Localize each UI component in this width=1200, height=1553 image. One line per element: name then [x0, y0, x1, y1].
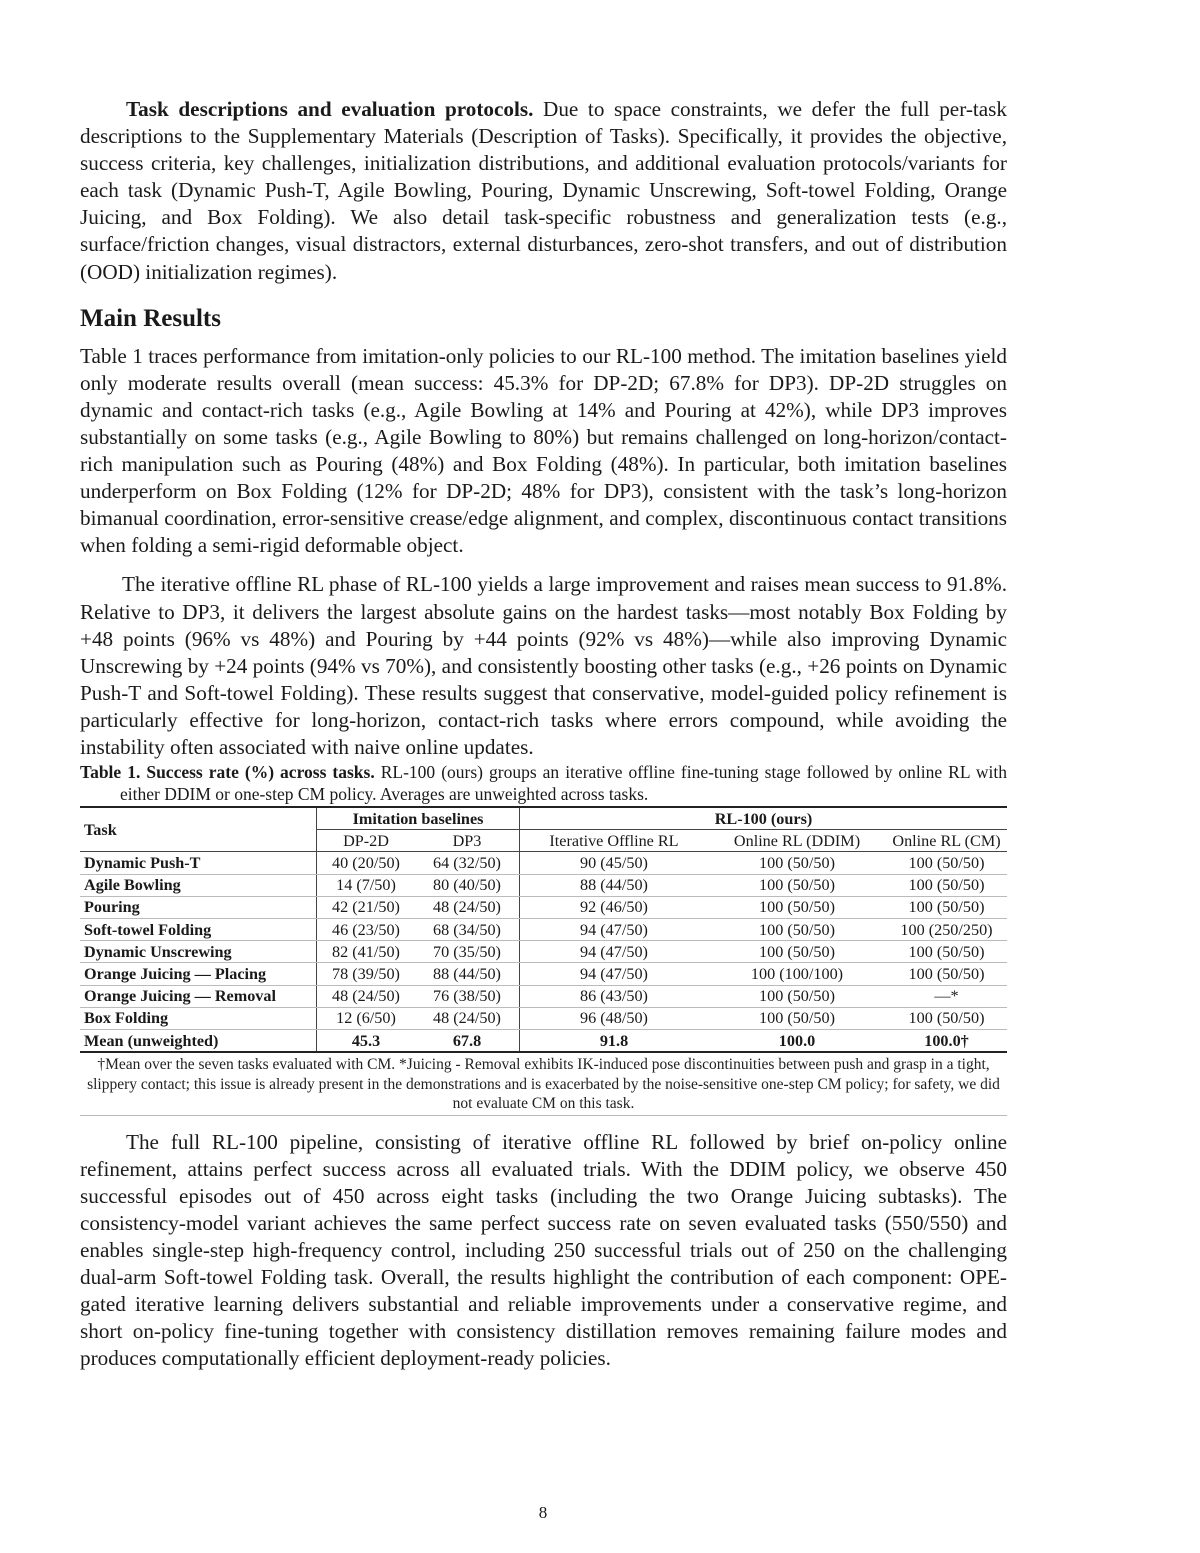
table-cell: 100 (50/50) [886, 941, 1007, 963]
table-cell: 100 (50/50) [886, 963, 1007, 985]
table-cell: 68 (34/50) [415, 919, 520, 941]
table-cell: 100 (50/50) [708, 1007, 886, 1029]
table-cell: 48 (24/50) [415, 1007, 520, 1029]
table-row [80, 963, 1007, 985]
table-mean-row [80, 1029, 1007, 1052]
table-cell: 40 (20/50) [317, 852, 416, 874]
table-row [80, 1007, 1007, 1029]
table-group-rl100: RL-100 (ours) [520, 807, 1008, 830]
table-cell: 100 (50/50) [708, 874, 886, 896]
table-cell: 48 (24/50) [415, 896, 520, 918]
table-cell: 88 (44/50) [415, 963, 520, 985]
paragraph-full-pipeline: The full RL-100 pipeline, consisting of iterative offline RL followed by brief on-policy online refinement, attains perfect success across all evaluated trials. With the DDIM policy, we observe 450 successful episodes out of 450 across eight tasks (including the two Orange Juicing subtasks). The consistency-model variant achieves the same perfect success rate on seven evaluated tasks (550/550) and enables single-step high-frequency control, including 250 successful trials out of 250 on the challenging dual-arm Soft-towel Folding task. Overall, the results highlight the contribution of each component: OPE-gated iterative learning delivers substantial and reliable improvements under a conservative regime, and short on-policy fine-tuning together with consistency distillation removes remaining failure modes and produces computationally efficient deployment-ready policies. [80, 1129, 1007, 1371]
paragraph-text: Due to space constraints, we defer the full per-task descriptions to the Supplementary Materials (Description of Tasks). Specifically, it provides the objective, success criteria, key challenges, initialization distributions, and additional evaluation protocols/variants for each task (Dynamic Push-T, Agile Bowling, Pouring, Dynamic Unscrewing, Soft-towel Folding, Orange Juicing, and Box Folding). We also detail task-specific robustness and generalization tests (e.g., surface/friction changes, visual distractors, external disturbances, zero-shot transfers, and out of distribution (OOD) initialization regimes). [80, 97, 1008, 284]
table-cell: 94 (47/50) [520, 919, 709, 941]
table-row [80, 896, 1007, 918]
table-cell: 100 (50/50) [708, 852, 886, 874]
table-cell: 14 (7/50) [317, 874, 416, 896]
table-cell: 100 (50/50) [708, 919, 886, 941]
table-column-header: Online RL (CM) [886, 830, 1007, 852]
table-cell: 92 (46/50) [520, 896, 709, 918]
table-cell: 88 (44/50) [520, 874, 709, 896]
table-cell: 94 (47/50) [520, 941, 709, 963]
section-title: Main Results [80, 304, 221, 332]
table-cell: 100 (50/50) [886, 896, 1007, 918]
table-cell: 76 (38/50) [415, 985, 520, 1007]
paragraph-lead: Task descriptions and evaluation protocols. [126, 97, 534, 121]
table-cell: 82 (41/50) [317, 941, 416, 963]
table-cell: 100.0† [886, 1029, 1007, 1052]
table-cell: 67.8 [415, 1029, 520, 1052]
table-row [80, 852, 1007, 874]
page-number: 8 [538, 1503, 548, 1522]
table-cell: 100 (50/50) [708, 941, 886, 963]
table-cell: 12 (6/50) [317, 1007, 416, 1029]
table-caption [80, 761, 1007, 805]
table-column-header: Online RL (DDIM) [708, 830, 886, 852]
table-cell: 100 (50/50) [708, 985, 886, 1007]
table-column-header: Iterative Offline RL [520, 830, 709, 852]
table-cell-task: Dynamic Push-T [80, 852, 317, 874]
table-cell: 78 (39/50) [317, 963, 416, 985]
table-cell: 96 (48/50) [520, 1007, 709, 1029]
table-row [80, 874, 1007, 896]
table-cell-task: Box Folding [80, 1007, 317, 1029]
table-cell-task: Orange Juicing — Removal [80, 985, 317, 1007]
table-cell: 91.8 [520, 1029, 709, 1052]
table-cell-task: Soft-towel Folding [80, 919, 317, 941]
table-cell: 80 (40/50) [415, 874, 520, 896]
page-body [80, 96, 1007, 1372]
table-cell: 46 (23/50) [317, 919, 416, 941]
paragraph-offline-rl: The iterative offline RL phase of RL-100 yields a large improvement and raises mean success to 91.8%. Relative to DP3, it delivers the largest absolute gains on the hardest tasks—most notably Box Folding by +48 points (96% vs 48%) and Pouring by +44 points (92% vs 48%)—while also improving Dynamic Unscrewing by +24 points (94% vs 70%), and consistently boosting other tasks (e.g., +26 points on Dynamic Push-T and Soft-towel Folding). These results suggest that conservative, model-guided policy refinement is particularly effective for long-horizon, contact-rich tasks where errors compound, while avoiding the instability often associated with naive online updates. [80, 572, 1007, 759]
table-column-header: DP-2D [317, 830, 416, 852]
table-row [80, 941, 1007, 963]
table-column-header: DP3 [415, 830, 520, 852]
paragraph-main-results: Table 1 traces performance from imitation-only policies to our RL-100 method. The imitation baselines yield only moderate results overall (mean success: 45.3% for DP-2D; 67.8% for DP3). DP-2D struggles on dynamic and contact-rich tasks (e.g., Agile Bowling at 14% and Pouring at 42%), while DP3 improves substantially on some tasks (e.g., Agile Bowling to 80%) but remains challenged on long-horizon/contact-rich manipulation such as Pouring (48%) and Box Folding (48%). In particular, both imitation baselines underperform on Box Folding (12% for DP-2D; 48% for DP3), consistent with the task’s long-horizon bimanual coordination, error-sensitive crease/edge alignment, and complex, discontinuous contact transitions when folding a semi-rigid deformable object. [80, 343, 1007, 558]
table-cell: 45.3 [317, 1029, 416, 1052]
table-cell: 48 (24/50) [317, 985, 416, 1007]
table-cell: 100 (50/50) [708, 896, 886, 918]
table-cell: —* [886, 985, 1007, 1007]
table-cell: 100 (100/100) [708, 963, 886, 985]
table-cell: 100 (250/250) [886, 919, 1007, 941]
table-cell: 86 (43/50) [520, 985, 709, 1007]
table-cell: 100 (50/50) [886, 1007, 1007, 1029]
table-row [80, 985, 1007, 1007]
table-cell: 100 (50/50) [886, 852, 1007, 874]
table-footnote: †Mean over the seven tasks evaluated with CM. *Juicing - Removal exhibits IK-induced pose discontinuities between push and grasp in a tight, slippery contact; this issue is already present in the demonstrations and is exacerbated by the noise-sensitive one-step CM policy; for safety, we did not evaluate CM on this task. [80, 1053, 1007, 1116]
paragraph-task-descriptions [80, 96, 1007, 286]
table-cell: 42 (21/50) [317, 896, 416, 918]
table-group-imitation: Imitation baselines [317, 807, 520, 830]
table-cell: 70 (35/50) [415, 941, 520, 963]
table-cell: 94 (47/50) [520, 963, 709, 985]
table-header-task: Task [80, 807, 317, 852]
table-cell: 100 (50/50) [886, 874, 1007, 896]
table-cell: 100.0 [708, 1029, 886, 1052]
table-cell: 90 (45/50) [520, 852, 709, 874]
table-cell-task: Orange Juicing — Placing [80, 963, 317, 985]
table-row [80, 919, 1007, 941]
table-cell: 64 (32/50) [415, 852, 520, 874]
table-cell-task: Pouring [80, 896, 317, 918]
table-caption-text: RL-100 (ours) groups an iterative offline fine-tuning stage followed by online RL with either DDIM or one-step CM policy. Averages are unweighted across tasks. [120, 762, 1007, 805]
table-cell-task: Dynamic Unscrewing [80, 941, 317, 963]
results-table [80, 806, 1007, 1053]
table-cell-task: Agile Bowling [80, 874, 317, 896]
table-caption-bold: Table 1. Success rate (%) across tasks. [80, 762, 375, 783]
table-cell-task: Mean (unweighted) [80, 1029, 317, 1052]
